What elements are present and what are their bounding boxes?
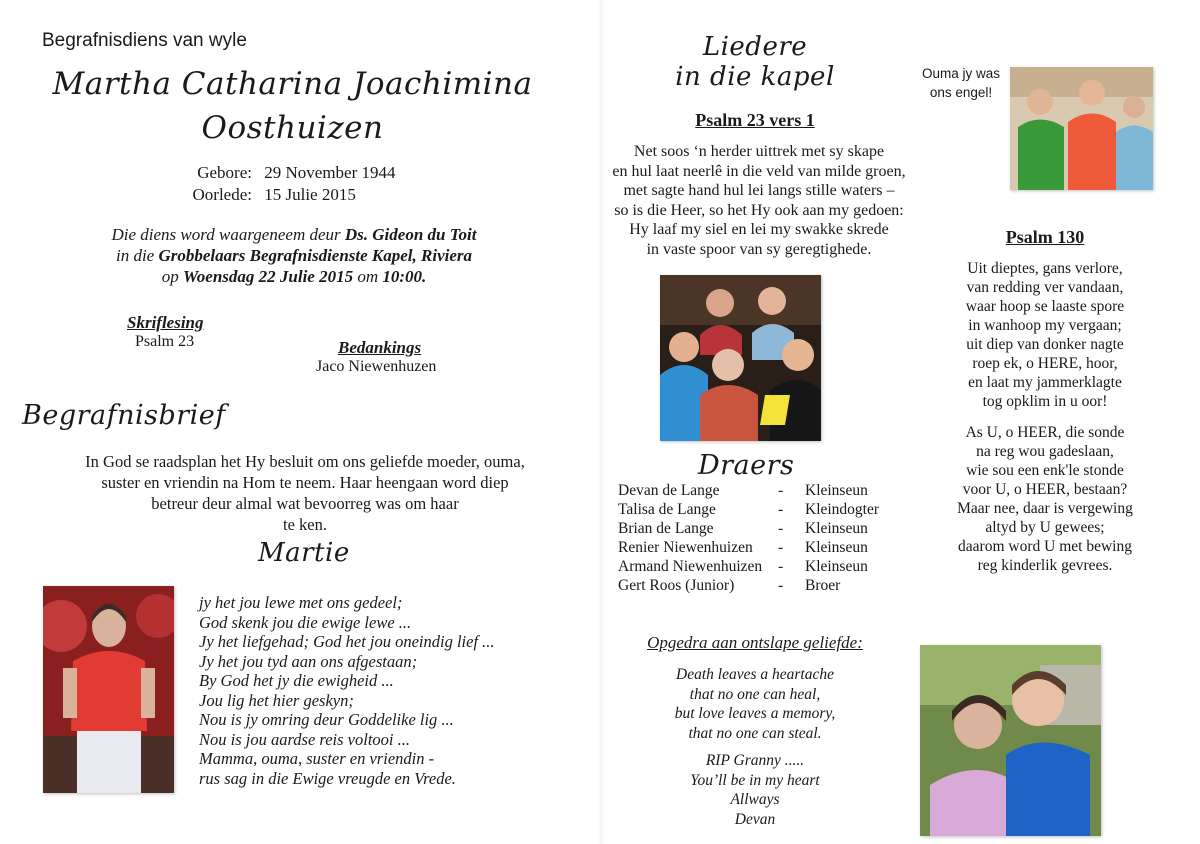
bearer-row (618, 576, 879, 595)
bearer-dash: - (778, 538, 784, 556)
psalm130-line: voor U, o HEER, bestaan? (962, 481, 1128, 498)
psalm130-line: in wanhoop my vergaan; (968, 317, 1122, 334)
venue-name: Grobbelaars Begrafnisdienste Kapel, Riviera (158, 246, 473, 265)
bearer-relation: Kleinseun (805, 519, 868, 537)
bearer-row (618, 500, 879, 519)
rip-line: Devan (734, 810, 776, 828)
dedication-body (640, 665, 870, 743)
poem-line: Jou lig het hier geskyn; (199, 690, 354, 710)
psalm23-title: Psalm 23 vers 1 (695, 110, 815, 130)
bearer-dash: - (778, 500, 784, 518)
psalm23-line: in vaste spoor van sy geregtighede. (646, 240, 872, 258)
poem-line: jy het jou lewe met ons gedeel; (199, 593, 403, 612)
bearers-table (618, 481, 879, 595)
poem-body (199, 593, 495, 788)
dedication-title: Opgedra aan ontslape geliefde: (647, 633, 863, 652)
psalm130-line: en laat my jammerklagte (968, 374, 1122, 391)
photo-martie (43, 586, 174, 793)
psalm23-line: Hy laaf my siel en lei my swakke skrede (629, 221, 889, 238)
poem-line: Jy het jou tyd aan ons afgestaan; (199, 651, 418, 671)
bearer-name: Armand Niewenhuizen (618, 557, 763, 575)
photo-family-group (660, 275, 821, 441)
rip-line: You’ll be in my heart (690, 771, 820, 789)
service-date: Woensdag 22 Julie 2015 (182, 267, 354, 286)
poem-line: Mamma, ouma, suster en vriendin - (199, 749, 435, 768)
letter-body (50, 451, 560, 535)
psalm130-line: Maar nee, daar is vergewing (957, 500, 1133, 517)
letter-line: te ken. (283, 515, 327, 534)
psalm130-line: tog opklim in u oor! (982, 393, 1108, 410)
photo-granny-devan-illustration (920, 645, 1101, 836)
psalm130-line: uit diep van donker nagte (966, 336, 1124, 353)
bearers-title: Draers (698, 450, 795, 481)
bearer-relation: Kleinseun (805, 557, 868, 575)
thanks-title: Bedankings (338, 338, 422, 357)
died-label: Oorlede: (192, 185, 252, 204)
songs-title-line2: in die kapel (675, 62, 835, 92)
poem-line: Jy het liefgehad; God het jou oneindig lief ... (199, 632, 495, 651)
photo-granny-devan (920, 645, 1101, 836)
officiant-name: Ds. Gideon du Toit (344, 225, 477, 244)
bearer-name: Talisa de Lange (618, 500, 716, 518)
service-time: 10:00. (382, 267, 427, 286)
ouma-caption-line2: ons engel! (929, 85, 993, 100)
psalm130-line: daarom word U met bewing (958, 538, 1132, 555)
poem-line: God skenk jou die ewige lewe ... (199, 612, 412, 632)
songs-title-line1: Liedere (702, 32, 808, 62)
deceased-name-line1: Martha Catharina Joachimina (52, 66, 533, 102)
died-date: 15 Julie 2015 (264, 185, 356, 204)
songs-title (640, 32, 870, 92)
reading-title: Skriflesing (127, 313, 204, 332)
bearer-relation: Broer (805, 576, 841, 594)
poem-line: rus sag in die Ewige vreugde en Vrede. (199, 768, 456, 788)
bearer-relation: Kleinseun (805, 481, 868, 499)
bearer-dash: - (778, 481, 784, 499)
date-line: op Woensdag 22 Julie 2015 om 10:00. (161, 267, 427, 286)
psalm130-line: na reg wou gadeslaan, (976, 443, 1114, 460)
letter-title: Begrafnisbrief (22, 400, 226, 431)
bearer-name: Devan de Lange (618, 481, 720, 499)
rip-line: Allways (730, 791, 780, 808)
dedication-line: but love leaves a memory, (674, 705, 836, 722)
bearer-dash: - (778, 576, 784, 594)
psalm23-line: met sagte hand hul lei langs stille waters – (623, 182, 895, 199)
psalm130-line: wie sou een enk'le stonde (966, 462, 1124, 479)
bearer-name: Gert Roos (Junior) (618, 576, 735, 594)
reading-value: Psalm 23 (135, 333, 195, 350)
deceased-name-line2: Oosthuizen (201, 110, 384, 146)
dates-block (180, 163, 396, 207)
photo-family-group-illustration (660, 275, 821, 441)
psalm130-stanza2 (935, 423, 1155, 575)
letter-line: betreur deur almal wat bevoorreg was om haar (151, 494, 459, 513)
psalm23-line: en hul laat neerlê in die veld van milde groen, (612, 162, 906, 180)
psalm130-line: reg kinderlik gevrees. (977, 557, 1113, 574)
service-intro: Begrafnisdiens van wyle (42, 30, 247, 51)
service-details (60, 224, 528, 287)
letter-line: In God se raadsplan het Hy besluit om ons geliefde moeder, ouma, (85, 452, 525, 471)
psalm130-title: Psalm 130 (1005, 227, 1085, 247)
psalm23-line: Net soos ‘n herder uittrek met sy skape (633, 143, 885, 160)
bearer-name: Brian de Lange (618, 519, 714, 537)
bearer-row (618, 519, 879, 538)
photo-ouma-grandsons (1010, 67, 1153, 190)
letter-line: suster en vriendin na Hom te neem. Haar heengaan word diep (101, 473, 509, 492)
poem-title: Martie (258, 538, 350, 568)
dedication-line: that no one can steal. (688, 724, 822, 742)
photo-ouma-grandsons-illustration (1010, 67, 1153, 190)
psalm130-line: roep ek, o HERE, hoor, (972, 355, 1118, 372)
bearer-relation: Kleindogter (805, 500, 880, 518)
page-fold (598, 0, 604, 844)
poem-line: By God het jy die ewigheid ... (199, 671, 394, 690)
venue-line: in die Grobbelaars Begrafnisdienste Kapel, Riviera (115, 246, 473, 265)
ouma-caption-line1: Ouma jy was (921, 66, 1001, 81)
poem-line: Nou is jou aardse reis voltooi ... (199, 729, 410, 749)
psalm130-line: Uit dieptes, gans verlore, (967, 260, 1123, 277)
ouma-caption (915, 64, 1007, 102)
dedication-line: Death leaves a heartache (676, 666, 834, 683)
bearer-row (618, 481, 879, 500)
thanks-value: Jaco Niewenhuzen (316, 358, 437, 375)
psalm23-line: so is die Heer, so het Hy ook aan my gedoen: (614, 201, 904, 219)
born-date: 29 November 1944 (264, 163, 396, 182)
bearer-dash: - (778, 519, 784, 537)
psalm130-line: As U, o HEER, die sonde (965, 424, 1125, 441)
born-label: Gebore: (197, 163, 252, 182)
bearer-relation: Kleinseun (805, 538, 868, 556)
bearer-name: Renier Niewenhuizen (618, 538, 753, 556)
psalm130-line: waar hoop se laaste spore (965, 298, 1125, 315)
rip-message (640, 751, 870, 829)
photo-martie-illustration (43, 586, 174, 793)
psalm130-line: van redding ver vandaan, (966, 279, 1124, 296)
bearer-row (618, 557, 879, 576)
poem-line: Nou is jy omring deur Goddelike lig ... (199, 710, 454, 729)
psalm23-body (600, 142, 918, 259)
psalm130-line: altyd by U gewees; (985, 519, 1105, 536)
bearer-dash: - (778, 557, 784, 575)
dedication-line: that no one can heal, (689, 685, 821, 703)
psalm130-stanza1 (935, 259, 1155, 411)
officiant-line: Die diens word waargeneem deur Ds. Gideon du Toit (111, 225, 477, 244)
bearer-row (618, 538, 879, 557)
rip-line: RIP Granny ..... (705, 752, 805, 769)
